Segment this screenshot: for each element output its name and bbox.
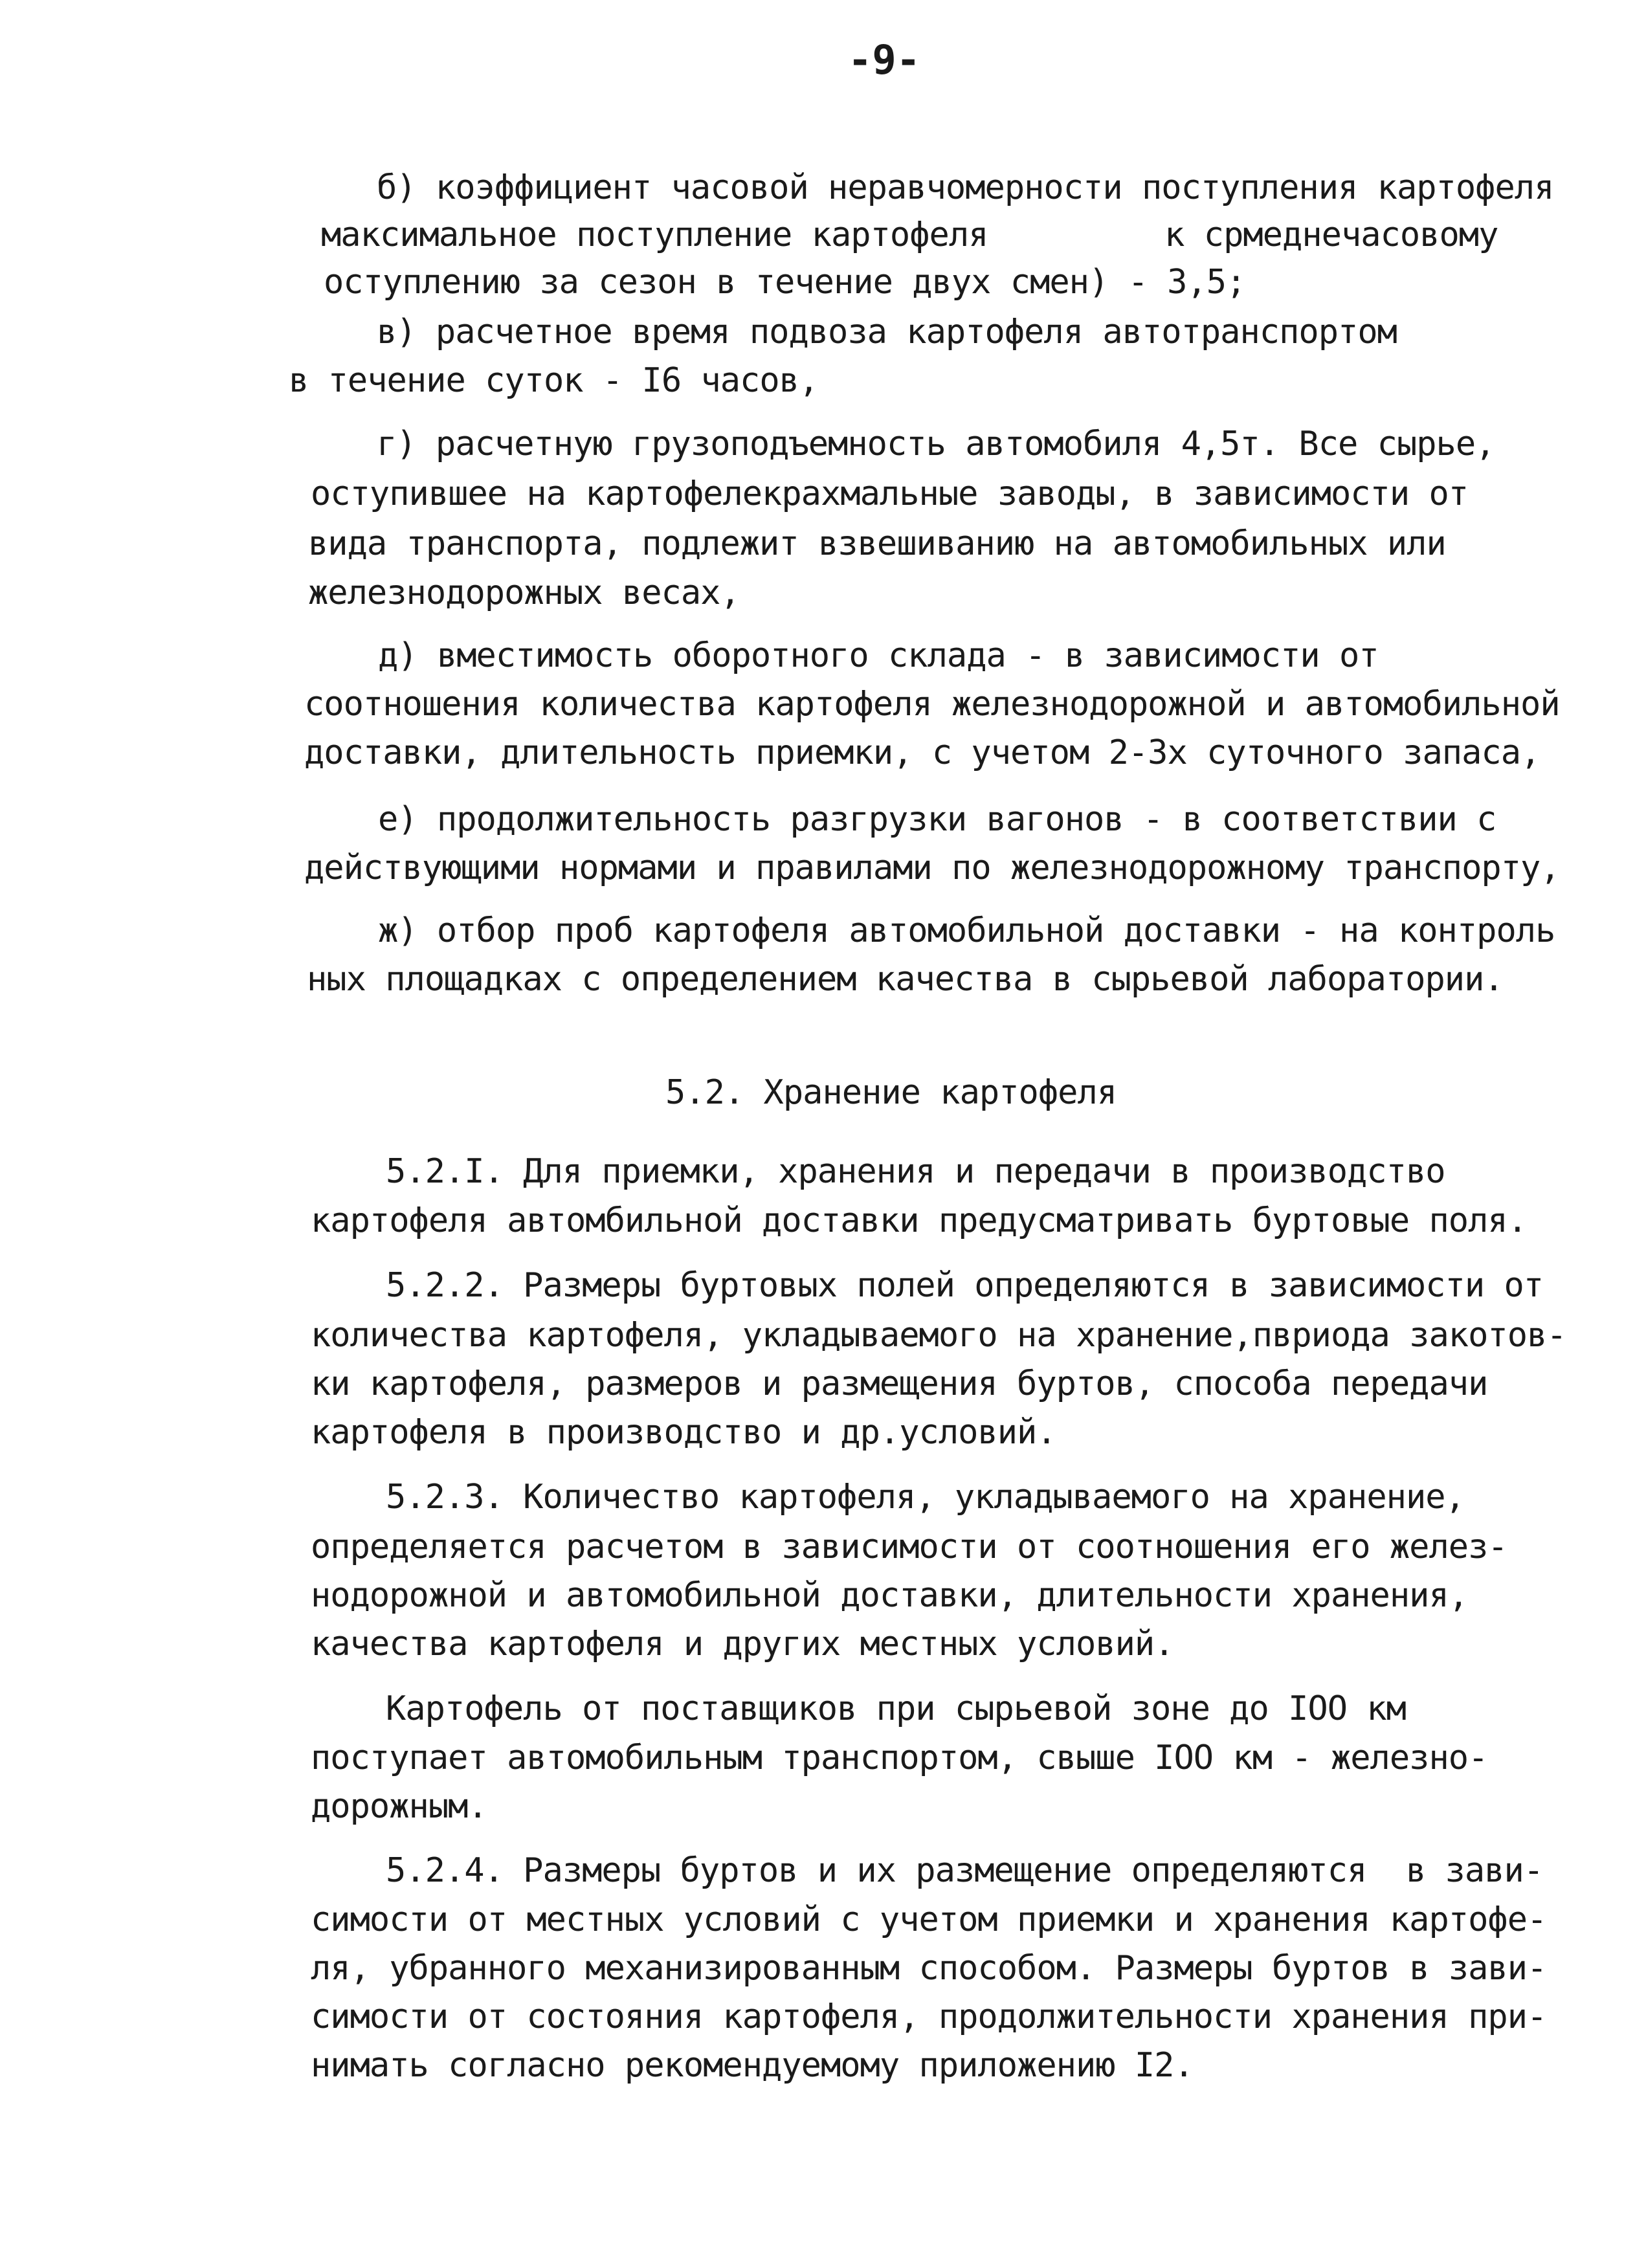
para-supply-line-3: дорожным.: [311, 1787, 487, 1826]
para-522-line-3: ки картофеля, размеров и размещения буртов, способа передачи: [311, 1364, 1488, 1403]
item-b-line-3: оступлению за сезон в течение двух смен) - 3,5;: [324, 263, 1246, 302]
para-521-line-2: картофеля автомбильной доставки предусматривать буртовые поля.: [311, 1201, 1528, 1240]
item-v-line-2: в течение суток - I6 часов,: [289, 361, 819, 400]
item-g-line-1: г) расчетную грузоподъемность автомобиля 4,5т. Все сырье,: [377, 425, 1495, 463]
para-523-line-1: 5.2.3. Количество картофеля, укладываемого на хранение,: [386, 1478, 1465, 1517]
para-524-line-3: ля, убранного механизированным способом. Размеры буртов в зави-: [311, 1949, 1547, 1988]
item-b-line-2: максимальное поступление картофеля к срмеднечасовому: [321, 216, 1498, 254]
item-d-line-1: д) вместимость оборотного склада - в зависимости от: [378, 636, 1379, 675]
section-heading: 5.2. Хранение картофеля: [665, 1073, 1117, 1112]
para-524-line-1: 5.2.4. Размеры буртов и их размещение определяются в зави-: [386, 1851, 1544, 1890]
item-d-line-2: соотношения количества картофеля железнодорожной и автомобильной: [304, 685, 1560, 724]
page-number: -9-: [848, 36, 920, 83]
item-g-line-3: вида транспорта, подлежит взвешиванию на автомобильных или: [308, 524, 1446, 563]
para-521-line-1: 5.2.I. Для приемки, хранения и передачи в производство: [386, 1152, 1445, 1191]
para-523-line-3: нодорожной и автомобильной доставки, длительности хранения,: [311, 1576, 1469, 1615]
item-zh-line-1: ж) отбор проб картофеля автомобильной доставки - на контроль: [378, 911, 1555, 950]
item-zh-line-2: ных площадках с определением качества в сырьевой лаборатории.: [307, 960, 1504, 999]
para-supply-line-1: Картофель от поставщиков при сырьевой зоне до IOO км: [386, 1689, 1406, 1728]
item-g-line-4: железнодорожных весах,: [308, 573, 740, 612]
para-523-line-2: определяется расчетом в зависимости от соотношения его желез-: [311, 1528, 1507, 1566]
para-522-line-4: картофеля в производство и др.условий.: [311, 1413, 1056, 1452]
para-524-line-4: симости от состояния картофеля, продолжительности хранения при-: [311, 1997, 1547, 2036]
para-524-line-5: нимать согласно рекомендуемому приложению I2.: [311, 2046, 1194, 2085]
item-v-line-1: в) расчетное время подвоза картофеля автотранспортом: [377, 313, 1397, 351]
para-supply-line-2: поступает автомобильным транспортом, свыше IOO км - железно-: [311, 1739, 1488, 1777]
item-e-line-2: действующими нормами и правилами по железнодорожному транспорту,: [304, 849, 1560, 887]
item-d-line-3: доставки, длительность приемки, с учетом 2-3х суточного запаса,: [304, 733, 1540, 772]
para-522-line-1: 5.2.2. Размеры буртовых полей определяются в зависимости от: [386, 1266, 1544, 1305]
para-524-line-2: симости от местных условий с учетом приемки и хранения картофе-: [311, 1900, 1547, 1939]
para-523-line-4: качества картофеля и других местных условий.: [311, 1625, 1174, 1663]
item-b-line-1: б) коэффициент часовой неравчомерности поступления картофеля: [377, 168, 1554, 207]
para-522-line-2: количества картофеля, укладываемого на хранение,пвриода закотов-: [311, 1316, 1566, 1355]
item-g-line-2: оступившее на картофелекрахмальные заводы, в зависимости от: [311, 474, 1469, 513]
item-e-line-1: е) продолжительность разгрузки вагонов - в соответствии с: [378, 800, 1496, 839]
